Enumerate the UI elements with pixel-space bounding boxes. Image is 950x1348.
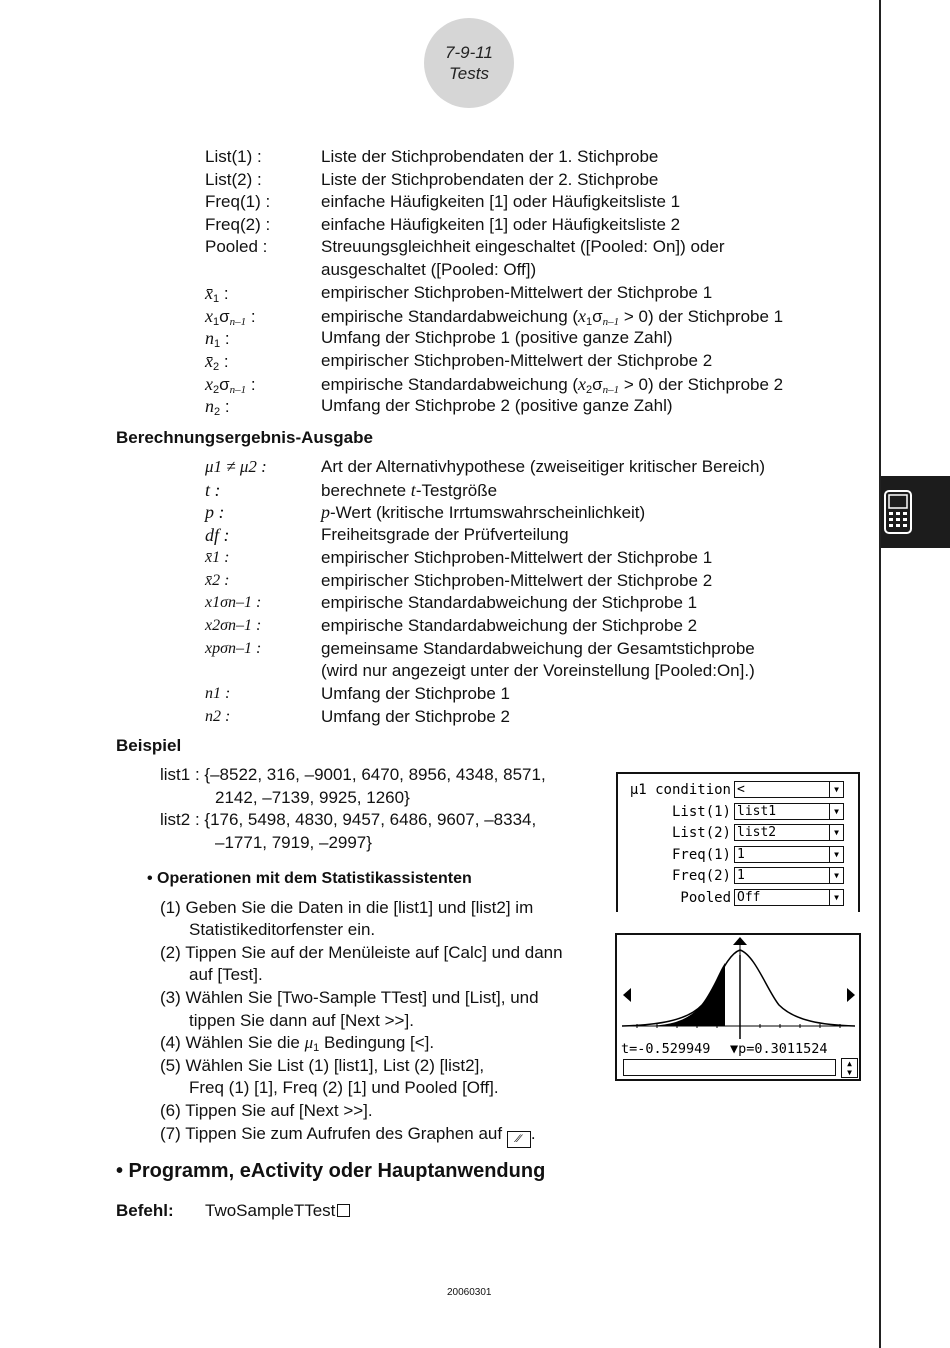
- chevron-down-icon: ▼: [829, 868, 843, 883]
- footer-code: 20060301: [447, 1287, 492, 1298]
- command-value: TwoSampleTTest: [205, 1200, 350, 1222]
- example-heading: Beispiel: [116, 736, 182, 755]
- page-number-badge: [424, 18, 514, 108]
- t-readout: t=-0.529949: [621, 1041, 711, 1057]
- command-label: Befehl:: [116, 1201, 174, 1220]
- chevron-down-icon: ▼: [829, 847, 843, 862]
- list2-line1: list2 : {176, 5498, 4830, 9457, 6486, 9607, –8334,: [160, 810, 537, 829]
- section-heading: • Programm, eActivity oder Hauptanwendung: [116, 1160, 546, 1182]
- chevron-down-icon: ▼: [829, 825, 843, 840]
- output-heading: Berechnungsergebnis-Ausgabe: [116, 428, 373, 447]
- page-number: 7-9-11: [445, 43, 493, 62]
- chevron-down-icon: ▼: [829, 782, 843, 797]
- chevron-down-icon: ▼: [829, 890, 843, 905]
- step-1-cont: Statistikeditorfenster ein.: [189, 920, 376, 939]
- condition-select[interactable]: < ▼: [734, 781, 844, 798]
- list2-line2: –1771, 7919, –2997}: [215, 833, 372, 852]
- step-5-cont: Freq (1) [1], Freq (2) [1] und Pooled [Off].: [189, 1078, 499, 1097]
- pooled-select[interactable]: Off ▼: [734, 889, 844, 906]
- freq2-row: Freq(2) 1 ▼: [618, 866, 858, 886]
- list1-select[interactable]: list1 ▼: [734, 803, 844, 820]
- wizard-screen: [616, 772, 860, 912]
- space-symbol-icon: [337, 1204, 350, 1217]
- step-2-cont: auf [Test].: [189, 965, 263, 984]
- command-input[interactable]: [623, 1059, 836, 1076]
- condition-row: μ1 condition < ▼: [618, 780, 858, 800]
- list2-select[interactable]: list2 ▼: [734, 824, 844, 841]
- calculator-icon: [884, 490, 912, 534]
- step-4: (4) Wählen Sie die $\mu_1$ Bedingung [<].: [160, 1033, 435, 1054]
- list1-line1: list1 : {–8522, 316, –9001, 6470, 8956, 4348, 8571,: [160, 765, 546, 784]
- chevron-down-icon: ▼: [829, 804, 843, 819]
- graph-screen: [615, 933, 861, 1081]
- list2-row: List(2) list2 ▼: [618, 823, 858, 843]
- step-6: (6) Tippen Sie auf [Next >>].: [160, 1101, 373, 1120]
- p-readout: ▼p=0.3011524: [730, 1041, 828, 1057]
- freq1-select[interactable]: 1 ▼: [734, 846, 844, 863]
- page-edge-rule: [879, 0, 881, 1348]
- scroll-right-arrow: [847, 988, 855, 1002]
- freq1-row: Freq(1) 1 ▼: [618, 845, 858, 865]
- step-2: (2) Tippen Sie auf der Menüleiste auf [Calc] und dann: [160, 943, 563, 962]
- list1-line2: 2142, –7139, 9925, 1260}: [215, 788, 410, 807]
- step-1: (1) Geben Sie die Daten in die [list1] und [list2] im: [160, 898, 534, 917]
- scroll-buttons[interactable]: ▲ ▼: [841, 1058, 858, 1078]
- distribution-graph: [617, 935, 859, 1039]
- graph-icon: ⁄⁄: [507, 1131, 531, 1148]
- step-5: (5) Wählen Sie List (1) [list1], List (2) [list2],: [160, 1056, 485, 1075]
- freq2-select[interactable]: 1 ▼: [734, 867, 844, 884]
- scroll-up-arrow: [733, 937, 747, 945]
- step-3-cont: tippen Sie dann auf [Next >>].: [189, 1011, 414, 1030]
- step-7: (7) Tippen Sie zum Aufrufen des Graphen auf ⁄⁄ .: [160, 1123, 536, 1148]
- density-curve: [622, 950, 855, 1026]
- list1-row: List(1) list1 ▼: [618, 802, 858, 822]
- ops-heading: • Operationen mit dem Statistikassistenten: [147, 870, 472, 887]
- chapter-tab: [881, 476, 950, 548]
- scroll-left-arrow: [623, 988, 631, 1002]
- section-name: Tests: [448, 64, 489, 83]
- step-3: (3) Wählen Sie [Two-Sample TTest] und [List], und: [160, 988, 539, 1007]
- pooled-row: Pooled Off ▼: [618, 888, 858, 908]
